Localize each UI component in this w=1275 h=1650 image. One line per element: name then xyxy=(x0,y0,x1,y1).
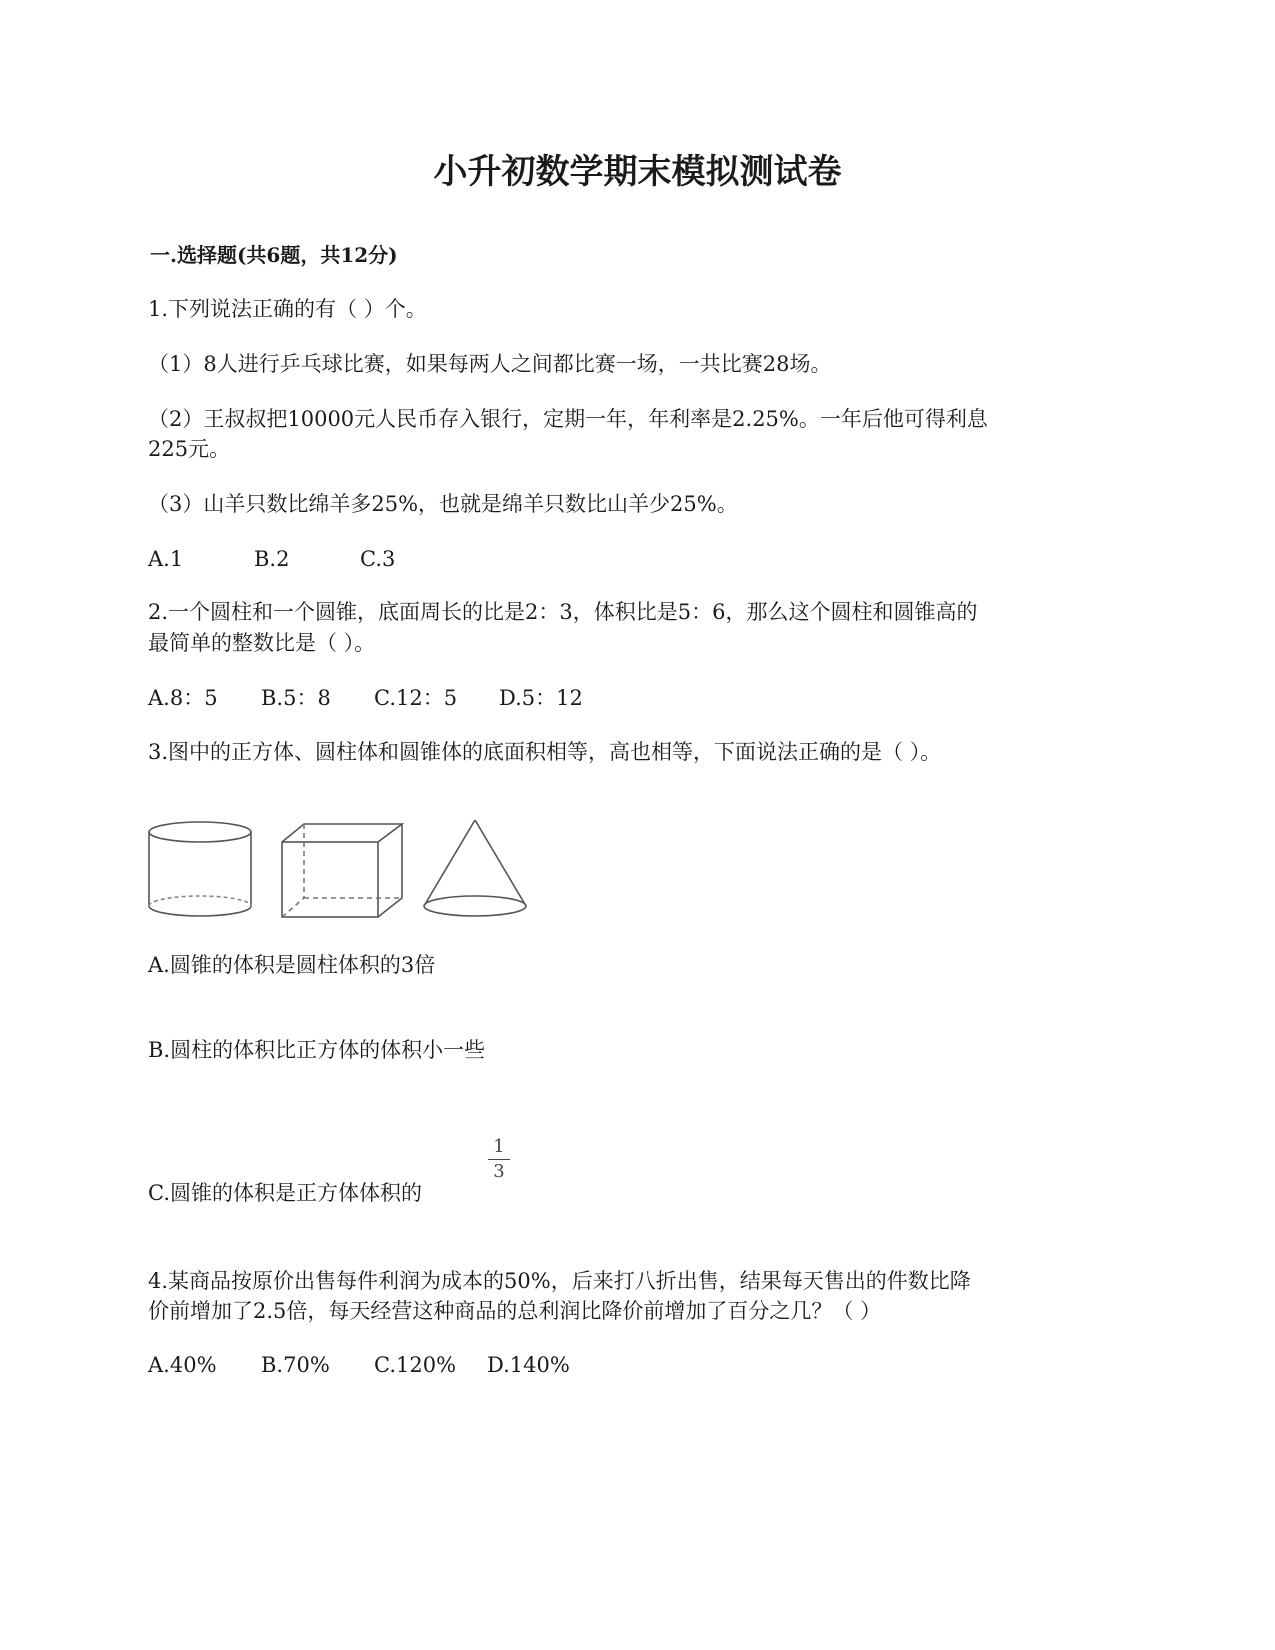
q2-stem-line1: 2.一个圆柱和一个圆锥，底面周长的比是2：3，体积比是5：6，那么这个圆柱和圆锥高的 xyxy=(148,600,978,624)
fraction-one-third xyxy=(488,1137,510,1182)
page-title: 小升初数学期末模拟测试卷 xyxy=(433,152,842,192)
q4-option-d[interactable]: D.140% xyxy=(487,1353,570,1377)
q4-stem-line1: 4.某商品按原价出售每件利润为成本的50%，后来打八折出售，结果每天售出的件数比降 xyxy=(148,1269,971,1293)
section-heading: 一.选择题(共6题，共12分) xyxy=(150,243,398,267)
q1-options xyxy=(148,546,395,572)
q2-option-d[interactable]: D.5：12 xyxy=(499,686,583,710)
q2-option-b[interactable]: B.5：8 xyxy=(261,686,331,710)
q2-options xyxy=(148,685,583,711)
q1-option-a[interactable]: A.1 xyxy=(148,547,184,571)
q2-option-a[interactable]: A.8：5 xyxy=(148,686,218,710)
q4-option-b[interactable]: B.70% xyxy=(261,1353,330,1377)
q4-stem-line2: 价前增加了2.5倍，每天经营这种商品的总利润比降价前增加了百分之几？（ ） xyxy=(148,1299,882,1323)
cube-shape xyxy=(282,824,402,917)
q3-option-c[interactable]: C.圆锥的体积是正方体体积的 xyxy=(148,1181,422,1205)
fraction-numerator: 1 xyxy=(493,1136,505,1157)
solids-figure xyxy=(148,820,538,920)
q1-statement-2-line2: 225元。 xyxy=(148,437,231,461)
q2-option-c[interactable]: C.12：5 xyxy=(374,686,458,710)
q4-option-a[interactable]: A.40% xyxy=(148,1353,217,1377)
q1-stem: 1.下列说法正确的有（ ）个。 xyxy=(148,297,427,321)
q1-option-b[interactable]: B.2 xyxy=(254,547,290,571)
q1-statement-2-line1: （2）王叔叔把10000元人民币存入银行，定期一年，年利率是2.25%。一年后他可得利息 xyxy=(148,407,988,431)
fraction-denominator: 3 xyxy=(493,1161,505,1182)
cone-shape xyxy=(424,820,526,916)
q4-option-c[interactable]: C.120% xyxy=(374,1353,457,1377)
cylinder-shape xyxy=(149,822,251,916)
q4-options xyxy=(148,1352,570,1378)
q3-option-b[interactable]: B.圆柱的体积比正方体的体积小一些 xyxy=(148,1038,486,1062)
q1-statement-1: （1）8人进行乒乓球比赛，如果每两人之间都比赛一场，一共比赛28场。 xyxy=(148,352,832,376)
q3-option-a[interactable]: A.圆锥的体积是圆柱体积的3倍 xyxy=(148,953,436,977)
fraction-bar xyxy=(488,1159,510,1160)
q2-stem-line2: 最简单的整数比是（ ）。 xyxy=(148,631,376,655)
q1-statement-3: （3）山羊只数比绵羊多25%，也就是绵羊只数比山羊少25%。 xyxy=(148,492,738,516)
q3-stem: 3.图中的正方体、圆柱体和圆锥体的底面积相等，高也相等，下面说法正确的是（ ）。 xyxy=(148,740,942,764)
q1-option-c[interactable]: C.3 xyxy=(360,547,396,571)
